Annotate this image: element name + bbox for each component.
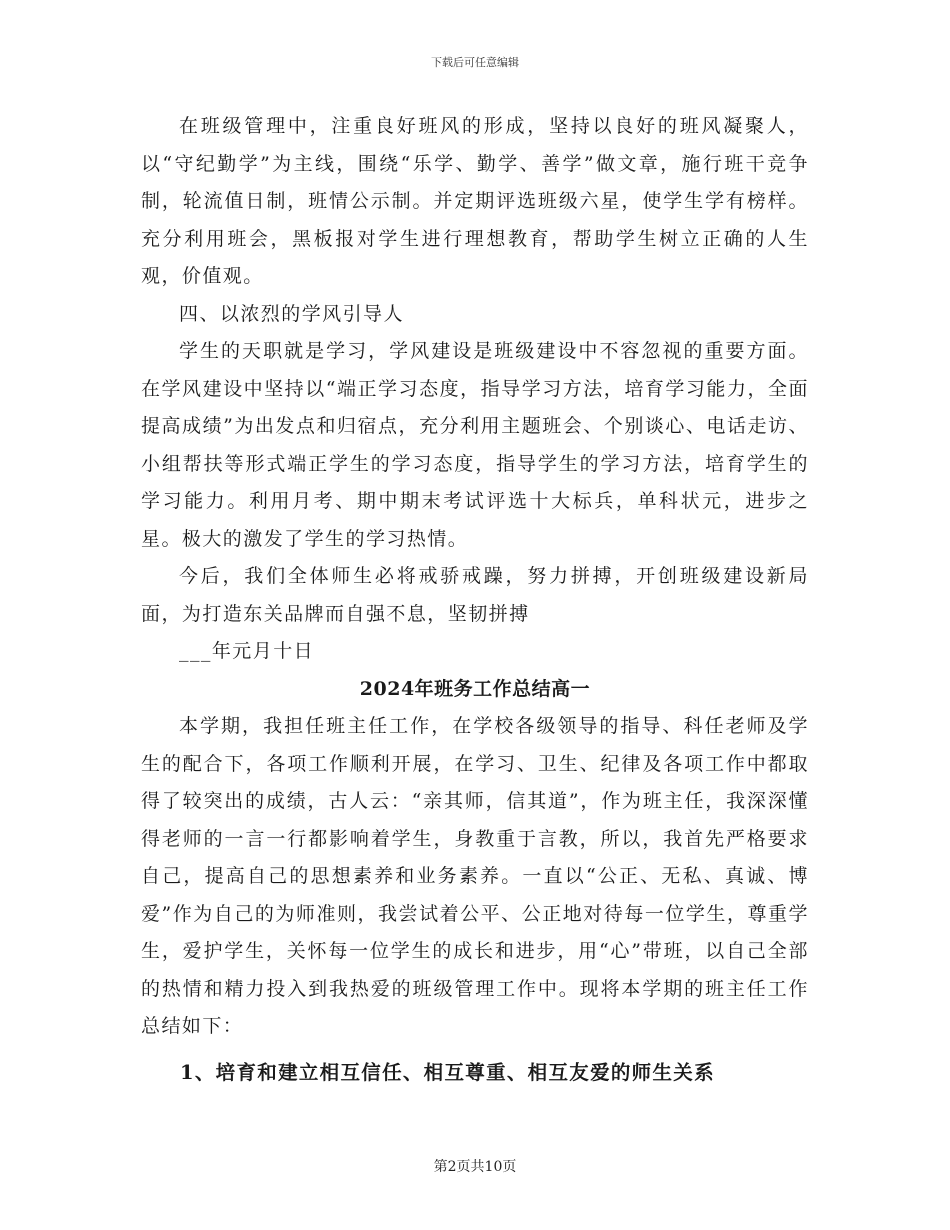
document-body [141, 108, 809, 1091]
paragraph-future: 今后，我们全体师生必将戒骄戒躁，努力拼搏，开创班级建设新局面，为打造东关品牌而自强不息，坚韧拼搏 [141, 565, 809, 625]
paragraph-intro: 本学期，我担任班主任工作，在学校各级领导的指导、科任老师及学生的配合下，各项工作顺利开展，在学习、卫生、纪律及各项工作中都取得了较突出的成绩，古人云：“亲其师，信其道”，作为班主任，我深深懂得老师的一言一行都影响着学生，身教重于言教，所以，我首先严格要求自己，提高自己的思想素养和业务素养。一直以“公正、无私、真诚、博爱”作为自己的为师准则，我尝试着公平、公正地对待每一位学生，尊重学生，爱护学生，关怀每一位学生的成长和进步，用“心”带班，以自己全部的热情和精力投入到我热爱的班级管理工作中。现将本学期的班主任工作总结如下： [141, 715, 809, 1037]
document-title: 2024年班务工作总结高一 [359, 677, 591, 700]
date-line: ___年元月十日 [179, 640, 315, 662]
page-number: 第2页共10页 [433, 1159, 517, 1175]
paragraph-study-style: 学生的天职就是学习，学风建设是班级建设中不容忽视的重要方面。在学风建设中坚持以“端正学习态度，指导学习方法，培育学习能力，全面提高成绩”为出发点和归宿点，充分利用主题班会、个别谈心、电话走访、小组帮扶等形式端正学生的学习态度，指导学生的学习方法，培育学生的学习能力。利用月考、期中期末考试评选十大标兵，单科状元，进步之星。极大的激发了学生的学习热情。 [141, 340, 809, 550]
section-heading-four: 四、以浓烈的学风引导人 [179, 302, 404, 325]
paragraph-class-management: 在班级管理中，注重良好班风的形成，坚持以良好的班风凝聚人，以“守纪勤学”为主线，围绕“乐学、勤学、善学”做文章，施行班干竞争制，轮流值日制，班情公示制。并定期评选班级六星，使学生学有榜样。充分利用班会，黑板报对学生进行理想教育，帮助学生树立正确的人生观，价值观。 [141, 115, 809, 287]
page-header: 下载后可任意编辑 [431, 56, 519, 69]
subheading-one: 1、培育和建立相互信任、相互尊重、相互友爱的师生关系 [180, 1060, 715, 1084]
